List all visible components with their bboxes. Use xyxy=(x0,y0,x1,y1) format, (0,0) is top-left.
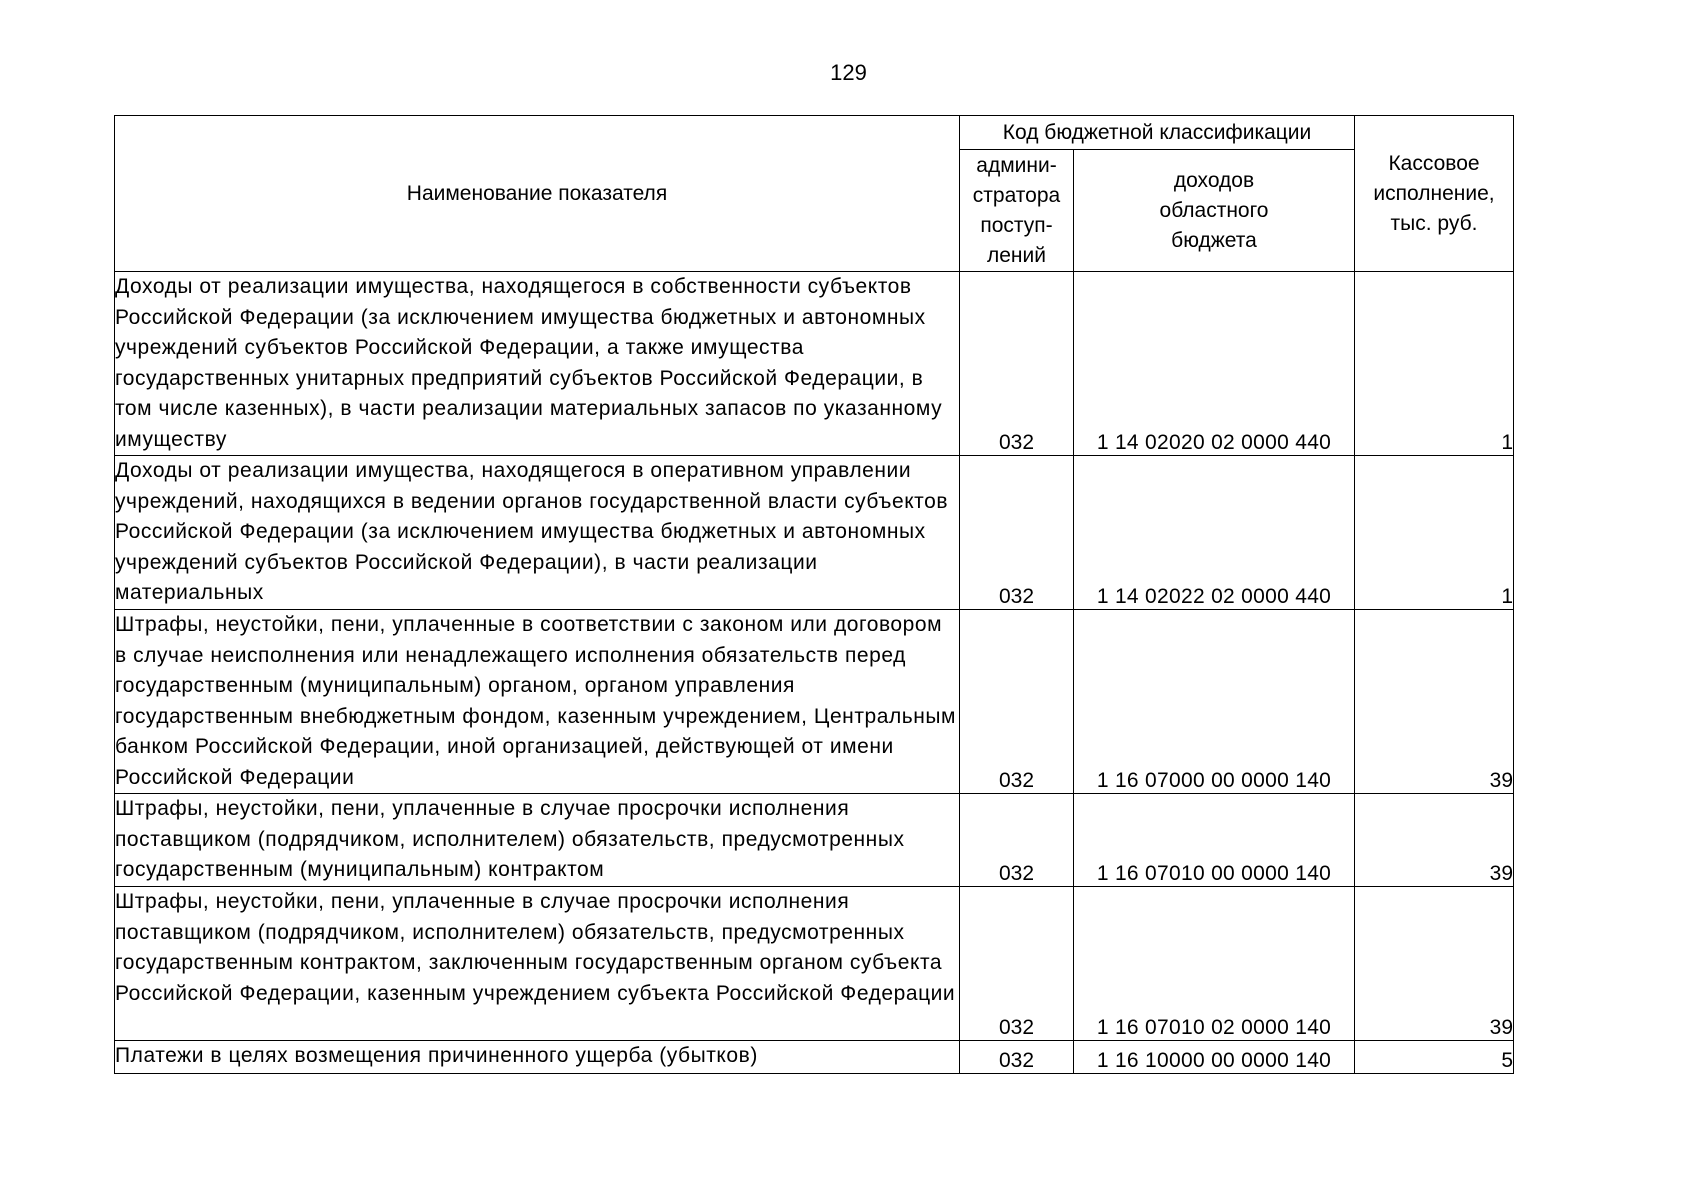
row-name: Штрафы, неустойки, пени, уплаченные в случае просрочки исполнения поставщиком (подрядчиком, исполнителем) обязательств, предусмотренных государственным (муниципальным) контрактом xyxy=(115,794,960,887)
row-admin-code: 032 xyxy=(960,456,1074,610)
row-income-code: 1 14 02022 02 0000 440 xyxy=(1074,456,1355,610)
header-income xyxy=(1074,150,1355,272)
budget-revenue-table xyxy=(114,115,1514,1074)
table-row xyxy=(115,1041,1514,1074)
row-amount: 1 xyxy=(1355,456,1514,610)
table-row xyxy=(115,272,1514,456)
row-admin-code: 032 xyxy=(960,794,1074,887)
header-kbk-group: Код бюджетной классификации xyxy=(960,116,1355,150)
header-income-text: доходов областного бюджета xyxy=(1159,168,1269,252)
header-admin-text: админи-стратора поступ-лений xyxy=(972,153,1061,267)
row-income-code: 1 16 07010 02 0000 140 xyxy=(1074,887,1355,1041)
table-row xyxy=(115,456,1514,610)
header-name: Наименование показателя xyxy=(115,116,960,272)
row-name: Штрафы, неустойки, пени, уплаченные в случае просрочки исполнения поставщиком (подрядчиком, исполнителем) обязательств, предусмотренных государственным контрактом, заключенным государственным органом субъекта Российской Федерации, казенным учреждением субъекта Российской Федерации xyxy=(115,887,960,1041)
row-amount: 39 xyxy=(1355,887,1514,1041)
table-row xyxy=(115,610,1514,794)
table-row xyxy=(115,794,1514,887)
header-amount-text: Кассовое исполнение, тыс. руб. xyxy=(1373,151,1495,235)
row-admin-code: 032 xyxy=(960,887,1074,1041)
row-name: Штрафы, неустойки, пени, уплаченные в соответствии с законом или договором в случае неисполнения или ненадлежащего исполнения обязательств перед государственным (муниципальным) органом, органом управления государственным внебюджетным фондом, казенным учреждением, Центральным банком Российской Федерации, иной организацией, действующей от имени Российской Федерации xyxy=(115,610,960,794)
row-income-code: 1 16 07010 00 0000 140 xyxy=(1074,794,1355,887)
row-amount: 1 xyxy=(1355,272,1514,456)
header-admin xyxy=(960,150,1074,272)
row-admin-code: 032 xyxy=(960,1041,1074,1074)
table-row xyxy=(115,887,1514,1041)
row-amount: 5 xyxy=(1355,1041,1514,1074)
row-amount: 39 xyxy=(1355,610,1514,794)
row-income-code: 1 14 02020 02 0000 440 xyxy=(1074,272,1355,456)
row-admin-code: 032 xyxy=(960,272,1074,456)
row-name: Доходы от реализации имущества, находящегося в собственности субъектов Российской Федерации (за исключением имущества бюджетных и автономных учреждений субъектов Российской Федерации, а также имущества государственных унитарных предприятий субъектов Российской Федерации, в том числе казенных), в части реализации материальных запасов по указанному имуществу xyxy=(115,272,960,456)
row-name: Платежи в целях возмещения причиненного ущерба (убытков) xyxy=(115,1041,960,1074)
row-admin-code: 032 xyxy=(960,610,1074,794)
row-name: Доходы от реализации имущества, находящегося в оперативном управлении учреждений, находящихся в ведении органов государственной власти субъектов Российской Федерации (за исключением имущества бюджетных и автономных учреждений субъектов Российской Федерации), в части реализации материальных xyxy=(115,456,960,610)
header-amount xyxy=(1355,116,1514,272)
page-number: 129 xyxy=(830,60,867,85)
row-income-code: 1 16 07000 00 0000 140 xyxy=(1074,610,1355,794)
row-income-code: 1 16 10000 00 0000 140 xyxy=(1074,1041,1355,1074)
row-amount: 39 xyxy=(1355,794,1514,887)
